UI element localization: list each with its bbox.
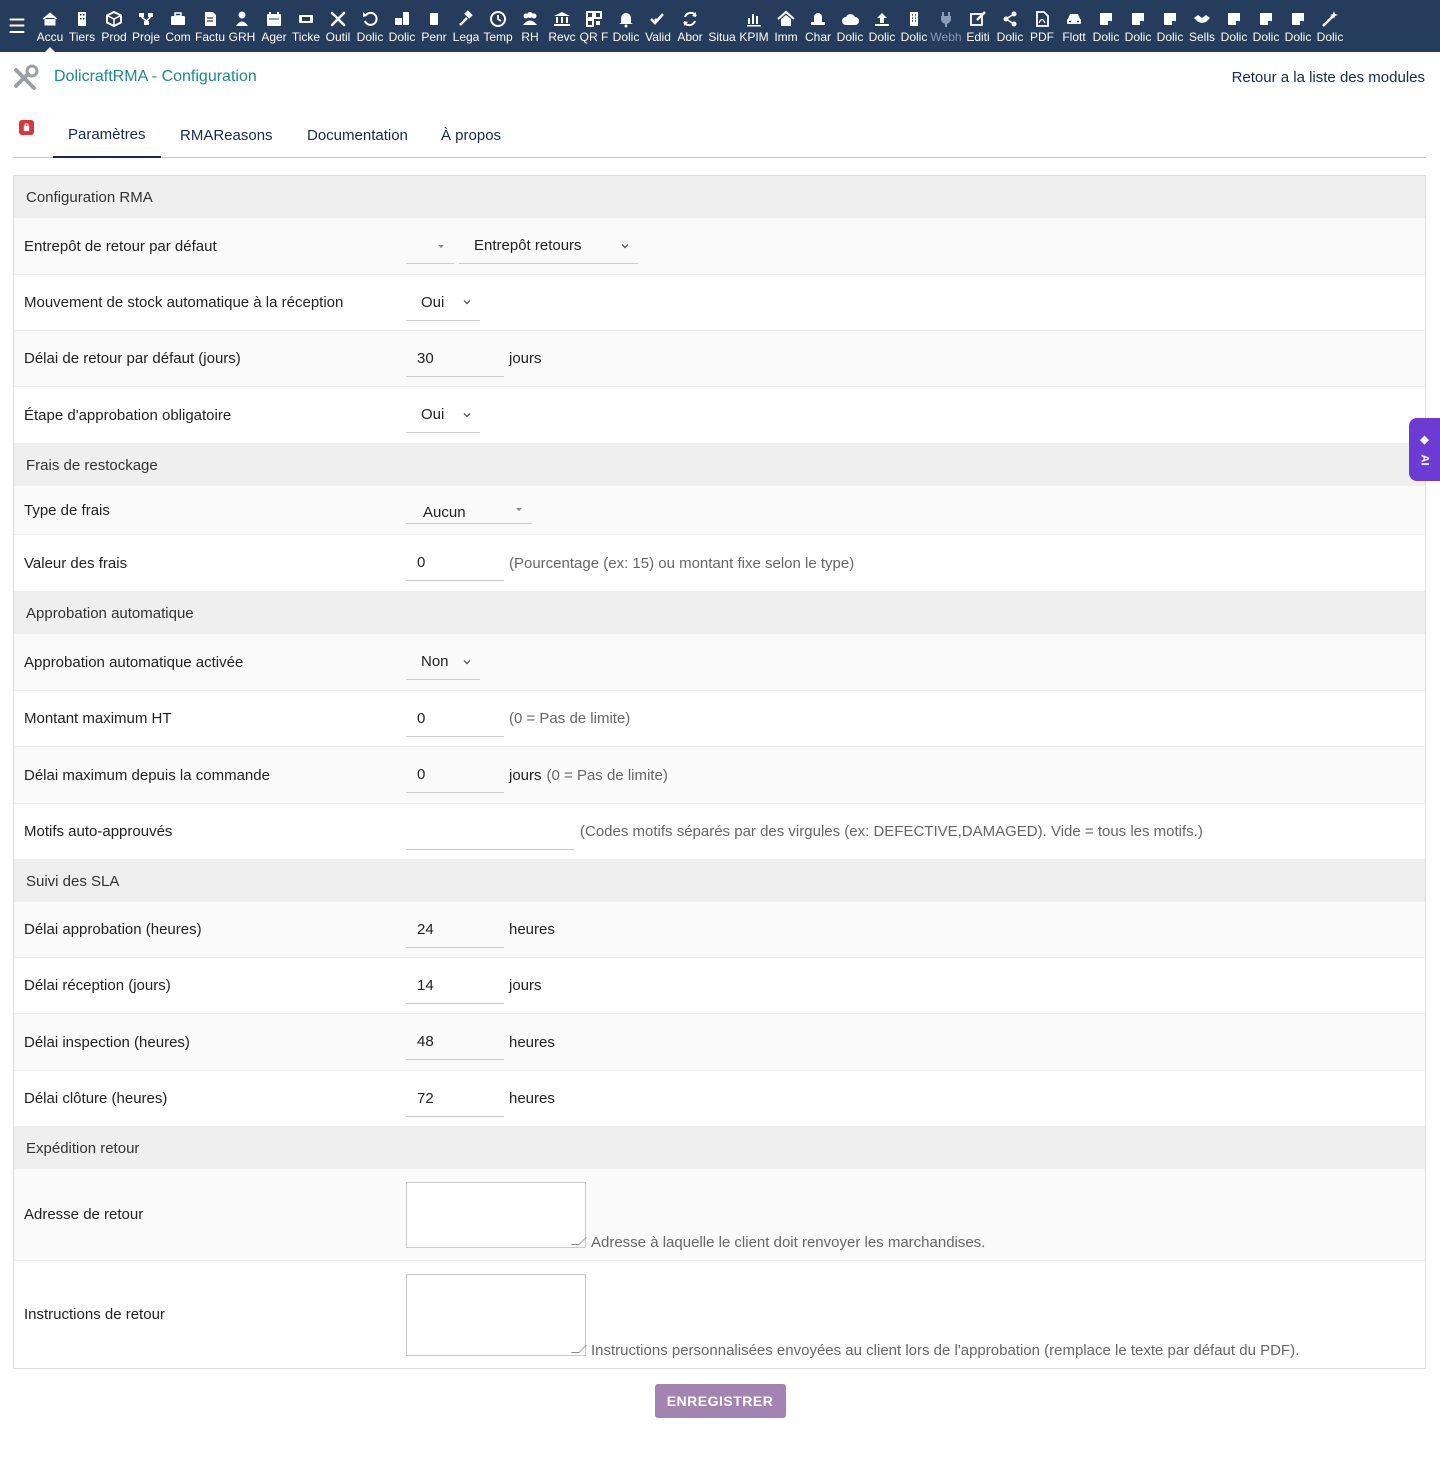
auto-reasons-hint: (Codes motifs séparés par des virgules (ex: DEFECTIVE,DAMAGED). Vide = tous les motifs.) <box>580 823 1203 840</box>
max-delay-input[interactable]: 0 <box>406 757 504 793</box>
menu-item[interactable] <box>1058 0 1090 52</box>
fee-type-select-value: Aucun <box>423 504 466 521</box>
menu-item-label: Dolic <box>356 30 384 44</box>
boxes-icon <box>391 9 413 29</box>
note-icon <box>423 9 445 29</box>
menu-item[interactable] <box>994 0 1026 52</box>
sla-rows <box>14 902 1425 1127</box>
menu-item[interactable] <box>482 0 514 52</box>
menu-item[interactable] <box>1314 0 1346 52</box>
max-amount-hint: (0 = Pas de limite) <box>509 710 631 727</box>
warehouse-label: Entrepôt de retour par défaut <box>24 237 217 255</box>
save-area <box>0 1384 1440 1418</box>
row-auto-approval-enabled <box>14 634 1425 691</box>
ticket-icon <box>295 9 317 29</box>
return-instructions-textarea[interactable] <box>406 1274 586 1356</box>
plug-icon <box>935 9 957 29</box>
row-return-instructions <box>14 1261 1425 1368</box>
menu-item[interactable] <box>962 0 994 52</box>
menu-item[interactable] <box>1250 0 1282 52</box>
menu-item-label: Imm <box>774 30 798 44</box>
main-menu <box>34 0 1346 52</box>
user-tie-icon <box>231 9 253 29</box>
row-approval-step <box>14 387 1425 444</box>
chart-bar-icon <box>743 9 765 29</box>
check-double-icon <box>647 9 669 29</box>
sla-approval-label: Délai approbation (heures) <box>24 921 202 938</box>
menu-item[interactable] <box>130 0 162 52</box>
briefcase-icon <box>167 9 189 29</box>
menu-item-label: Lega <box>452 30 480 44</box>
approval-step-label: Étape d'approbation obligatoire <box>24 406 232 424</box>
menu-item-label: Temp <box>483 30 513 44</box>
tools-icon <box>327 9 349 29</box>
top-menu-bar <box>0 0 1440 52</box>
menu-item-label: KPIM <box>739 30 769 44</box>
menu-item[interactable] <box>802 0 834 52</box>
auto-reasons-label: Motifs auto-approuvés <box>24 823 173 840</box>
handshake-icon <box>1191 9 1213 29</box>
menu-item[interactable] <box>1122 0 1154 52</box>
row-return-delay <box>14 331 1425 387</box>
return-delay-label: Délai de retour par défaut (jours) <box>24 350 241 367</box>
fee-value-hint: (Pourcentage (ex: 15) ou montant fixe selon le type) <box>509 554 855 572</box>
ai-tab-label: AI <box>1418 454 1431 466</box>
fee-type-label: Type de frais <box>24 501 110 519</box>
chevron-down-icon <box>462 410 472 420</box>
warehouse-prefix-select[interactable] <box>406 228 454 264</box>
sla-inspection-unit: heures <box>509 1033 555 1051</box>
menu-item[interactable] <box>354 0 386 52</box>
row-sla-approval <box>14 902 1425 958</box>
sla-closing-label: Délai clôture (heures) <box>24 1090 168 1107</box>
menu-item[interactable] <box>834 0 866 52</box>
auto-approval-rows <box>14 634 1425 860</box>
menu-item[interactable] <box>194 0 226 52</box>
sla-inspection-input[interactable]: 48 <box>406 1024 504 1060</box>
menu-item-label: Revc <box>548 30 576 44</box>
menu-item[interactable] <box>514 0 546 52</box>
menu-item-label: GRH <box>228 30 256 44</box>
max-delay-hint: (0 = Pas de limite) <box>546 766 668 784</box>
sla-approval-unit: heures <box>509 921 555 938</box>
tab-a-propos[interactable]: À propos <box>441 126 502 144</box>
row-sla-reception <box>14 958 1425 1014</box>
save-button[interactable]: ENREGISTRER <box>655 1384 786 1418</box>
auto-approval-enabled-label: Approbation automatique activée <box>24 653 244 671</box>
sticky-note-icon <box>1255 9 1277 29</box>
menu-item-label: Flott <box>1062 30 1086 44</box>
chevron-down-icon <box>620 241 630 251</box>
menu-item-label: Dolic <box>1252 30 1280 44</box>
shipping-rows <box>14 1169 1425 1368</box>
menu-item-label: Com <box>165 30 191 44</box>
page-header <box>12 60 1428 96</box>
menu-item[interactable] <box>578 0 610 52</box>
fee-value-label: Valeur des frais <box>24 554 128 572</box>
upload-icon <box>871 9 893 29</box>
menu-item[interactable] <box>610 0 642 52</box>
menu-item[interactable] <box>162 0 194 52</box>
menu-item[interactable] <box>546 0 578 52</box>
tab-parametres[interactable]: Paramètres <box>53 112 161 158</box>
row-warehouse <box>14 218 1425 275</box>
menu-item-label: Dolic <box>1220 30 1248 44</box>
fee-value-input[interactable]: 0 <box>406 545 504 581</box>
return-address-label: Adresse de retour <box>24 1206 144 1223</box>
menu-item[interactable] <box>418 0 450 52</box>
auto-approval-enabled-select[interactable] <box>406 644 480 680</box>
city-icon <box>903 9 925 29</box>
auto-reasons-input[interactable] <box>406 814 575 850</box>
sticky-note-icon <box>1159 9 1181 29</box>
menu-item-label: Dolic <box>996 30 1024 44</box>
sla-reception-label: Délai réception (jours) <box>24 977 171 994</box>
menu-item[interactable] <box>642 0 674 52</box>
row-fee-value <box>14 535 1425 592</box>
qrcode-icon <box>583 9 605 29</box>
row-fee-type <box>14 486 1425 535</box>
menu-item[interactable] <box>1154 0 1186 52</box>
row-max-delay <box>14 747 1425 804</box>
sticky-note-icon <box>1095 9 1117 29</box>
row-sla-closing <box>14 1071 1425 1127</box>
menu-item-label: Situa <box>708 30 736 44</box>
share-icon <box>999 9 1021 29</box>
row-max-amount <box>14 691 1425 747</box>
building-icon <box>71 9 93 29</box>
menu-item-label: PDF <box>1030 30 1054 44</box>
menu-item[interactable] <box>258 0 290 52</box>
caret-down-icon <box>514 504 524 514</box>
users-icon <box>519 9 541 29</box>
home-icon <box>39 9 61 29</box>
calendar-icon <box>263 9 285 29</box>
sla-approval-input[interactable]: 24 <box>406 912 504 948</box>
restocking-rows <box>14 486 1425 592</box>
menu-item-label: Dolic <box>836 30 864 44</box>
return-delay-input[interactable]: 30 <box>406 341 504 377</box>
sync-icon <box>679 9 701 29</box>
return-address-hint: Adresse à laquelle le client doit renvoyer les marchandises. <box>591 1233 986 1251</box>
menu-item[interactable] <box>706 0 738 52</box>
tab-rmareasons[interactable]: RMAReasons <box>180 126 273 144</box>
menu-item[interactable] <box>322 0 354 52</box>
menu-item-label: Factu <box>194 30 225 44</box>
menu-item[interactable] <box>898 0 930 52</box>
menu-item[interactable] <box>738 0 770 52</box>
menu-item-label: Dolic <box>1284 30 1312 44</box>
chevron-down-icon <box>462 297 472 307</box>
house-icon <box>775 9 797 29</box>
max-amount-input[interactable]: 0 <box>406 701 504 737</box>
menu-item-label: Penr <box>421 30 447 44</box>
row-return-address <box>14 1169 1425 1261</box>
menu-item-label: Dolic <box>1316 30 1344 44</box>
menu-item[interactable] <box>770 0 802 52</box>
menu-item-label: Dolic <box>868 30 896 44</box>
tab-documentation[interactable]: Documentation <box>307 126 408 144</box>
section-header-auto-approval: Approbation automatique <box>14 592 1425 634</box>
max-delay-label: Délai maximum depuis la commande <box>24 766 270 784</box>
sla-closing-input[interactable]: 72 <box>406 1081 504 1117</box>
menu-item[interactable] <box>866 0 898 52</box>
max-amount-label: Montant maximum HT <box>24 710 172 727</box>
menu-item-label: Dolic <box>1092 30 1120 44</box>
auto-stock-select-value: Oui <box>421 293 445 311</box>
menu-item-label: Dolic <box>388 30 416 44</box>
section-header-sla: Suivi des SLA <box>14 860 1425 902</box>
menu-item-label: Valid <box>645 30 671 44</box>
approval-step-select[interactable] <box>406 397 480 433</box>
config-form <box>13 175 1429 1369</box>
menu-item[interactable] <box>674 0 706 52</box>
file-pdf-icon <box>1031 9 1053 29</box>
max-delay-unit: jours <box>509 766 542 784</box>
invoice-icon <box>199 9 221 29</box>
menu-item-label: Proje <box>131 30 160 44</box>
menu-item[interactable] <box>450 0 482 52</box>
menu-item-label: Webh <box>930 30 962 44</box>
menu-item-label: Ager <box>261 30 287 44</box>
bank-icon <box>551 9 573 29</box>
auto-stock-label: Mouvement de stock automatique à la réception <box>24 294 344 311</box>
hamburger-menu-icon[interactable]: ☰ <box>8 15 26 38</box>
magic-icon <box>1319 9 1341 29</box>
sparkle-icon: ◆ <box>1420 434 1429 446</box>
menu-item[interactable] <box>1282 0 1314 52</box>
tools-icon <box>12 64 40 92</box>
warehouse-select-value: Entrepôt retours <box>474 237 582 254</box>
warehouse-select[interactable] <box>459 228 638 264</box>
return-instructions-hint: Instructions personnalisées envoyées au client lors de l'approbation (remplace le texte par défaut du PDF). <box>591 1341 1300 1359</box>
section-header-config: Configuration RMA <box>14 176 1425 218</box>
return-delay-unit: jours <box>509 350 542 367</box>
menu-item[interactable] <box>930 0 962 52</box>
menu-item-label: Abor <box>677 30 703 44</box>
sla-inspection-label: Délai inspection (heures) <box>24 1033 190 1051</box>
menu-item-label: Dolic <box>612 30 640 44</box>
menu-item-label: RH <box>521 30 539 44</box>
row-sla-inspection <box>14 1014 1425 1071</box>
sla-closing-unit: heures <box>509 1090 555 1107</box>
tab-bar <box>13 112 1426 158</box>
menu-item[interactable] <box>98 0 130 52</box>
menu-item[interactable] <box>386 0 418 52</box>
row-auto-reasons <box>14 804 1425 860</box>
row-auto-stock <box>14 275 1425 331</box>
chevron-down-icon <box>462 657 472 667</box>
page-title: DolicraftRMA - Configuration <box>54 68 257 85</box>
section-header-restocking: Frais de restockage <box>14 444 1425 486</box>
menu-item[interactable] <box>1026 0 1058 52</box>
auto-stock-select[interactable] <box>406 285 480 321</box>
menu-item-label: Editi <box>966 30 990 44</box>
menu-item-label: Tiers <box>68 30 96 44</box>
sla-reception-unit: jours <box>509 977 542 994</box>
menu-item-label: QR F <box>579 30 609 44</box>
sla-reception-input[interactable]: 14 <box>406 968 504 1004</box>
caret-down-icon <box>436 241 446 251</box>
sitemap-icon <box>135 9 157 29</box>
module-badge-icon <box>19 120 34 135</box>
auto-approval-enabled-value: Non <box>421 653 449 670</box>
menu-item-label: Outil <box>325 30 351 44</box>
approval-step-select-value: Oui <box>421 406 445 423</box>
section-header-shipping: Expédition retour <box>14 1127 1425 1169</box>
config-rows <box>14 218 1425 444</box>
sticky-note-icon <box>1127 9 1149 29</box>
cube-icon <box>103 9 125 29</box>
clock-icon <box>487 9 509 29</box>
menu-item[interactable] <box>66 0 98 52</box>
menu-item[interactable] <box>1090 0 1122 52</box>
back-to-modules-link[interactable]: Retour a la liste des modules <box>1231 69 1425 86</box>
menu-item[interactable] <box>34 0 66 52</box>
ai-assistant-tab[interactable] <box>1409 418 1440 481</box>
gavel-icon <box>455 9 477 29</box>
menu-item-label: Sells <box>1188 30 1215 44</box>
menu-item[interactable] <box>1218 0 1250 52</box>
undo-icon <box>359 9 381 29</box>
return-instructions-label: Instructions de retour <box>24 1306 165 1323</box>
menu-item[interactable] <box>1186 0 1218 52</box>
cloud-icon <box>839 9 861 29</box>
menu-item-label: Dolic <box>1156 30 1184 44</box>
sticky-note-icon <box>1287 9 1309 29</box>
menu-item-label: Dolic <box>900 30 928 44</box>
menu-item-label: Prod <box>101 30 127 44</box>
blank-icon <box>711 9 733 29</box>
menu-item-label: Dolic <box>1124 30 1152 44</box>
menu-item[interactable] <box>226 0 258 52</box>
hat-icon <box>807 9 829 29</box>
menu-item-label: Accu <box>36 30 64 44</box>
menu-item[interactable] <box>290 0 322 52</box>
menu-item-label: Char <box>804 30 831 44</box>
bell-icon <box>615 9 637 29</box>
edit-icon <box>967 9 989 29</box>
menu-item-label: Ticke <box>291 30 321 44</box>
sticky-note-icon <box>1223 9 1245 29</box>
return-address-textarea[interactable] <box>406 1182 586 1248</box>
car-icon <box>1063 9 1085 29</box>
fee-type-select[interactable] <box>406 496 532 524</box>
